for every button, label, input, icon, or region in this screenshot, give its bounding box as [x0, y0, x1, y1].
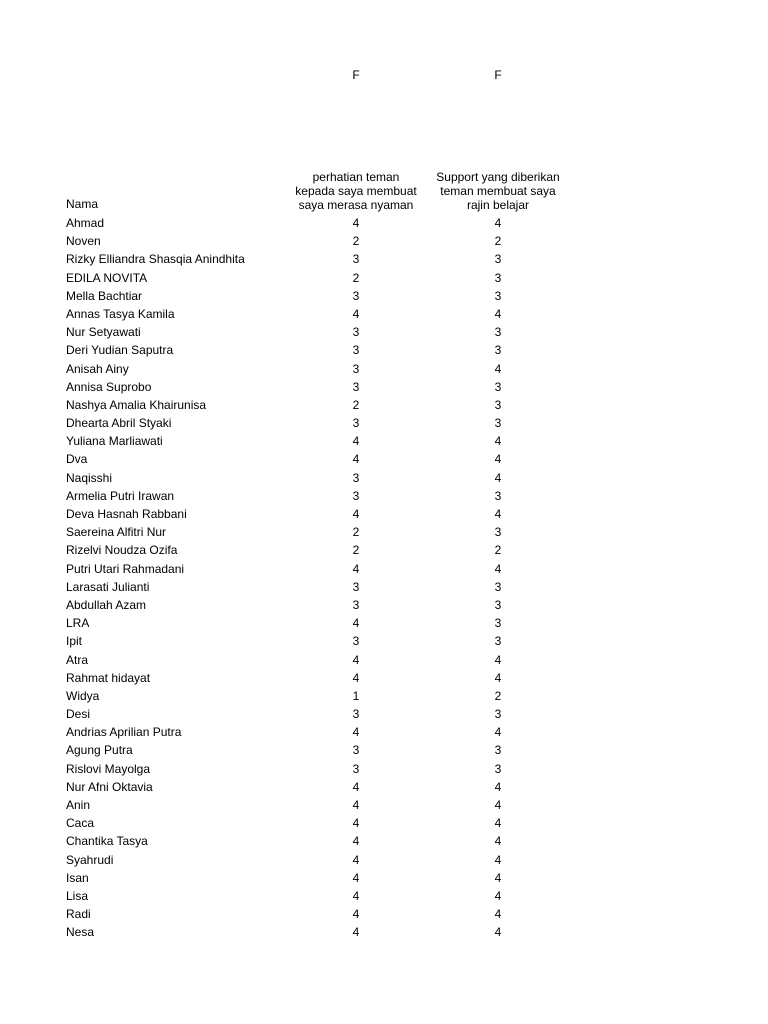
- table-row: [0, 578, 768, 596]
- table-row: [0, 887, 768, 905]
- row-value-a: 3: [352, 761, 360, 776]
- row-value-a: 4: [352, 834, 360, 849]
- table-row: [0, 614, 768, 632]
- row-value-b: 4: [494, 870, 502, 885]
- row-value-a: 4: [352, 652, 360, 667]
- row-value-a: 4: [352, 452, 360, 467]
- column-a-top-label: F: [352, 68, 360, 82]
- table-row: [0, 923, 768, 941]
- column-b-top-label: F: [494, 68, 502, 82]
- table-row: [0, 669, 768, 687]
- table-row: [0, 487, 768, 505]
- row-value-b: 4: [494, 925, 502, 940]
- table-row: [0, 851, 768, 869]
- row-name: Ahmad: [66, 216, 105, 230]
- row-value-b: 4: [494, 834, 502, 849]
- row-value-b: 2: [494, 688, 502, 703]
- row-value-b: 3: [494, 743, 502, 758]
- row-value-a: 3: [352, 325, 360, 340]
- table-row: [0, 905, 768, 923]
- column-b-header-line: teman membuat saya: [440, 184, 556, 198]
- row-value-b: 3: [494, 616, 502, 631]
- table-row: [0, 450, 768, 468]
- table-row: [0, 323, 768, 341]
- column-a-header-line: perhatian teman: [312, 170, 400, 184]
- column-a-header-line: saya merasa nyaman: [298, 198, 414, 212]
- row-name: Rizelvi Noudza Ozifa: [66, 543, 178, 558]
- row-name: Anisah Ainy: [66, 361, 129, 376]
- row-value-b: 3: [494, 634, 502, 649]
- table-row: [0, 869, 768, 887]
- row-value-a: 3: [352, 416, 360, 431]
- row-name: Abdullah Azam: [66, 597, 147, 612]
- table-row: [0, 832, 768, 850]
- row-value-a: 3: [352, 252, 360, 267]
- row-value-a: 4: [352, 670, 360, 685]
- row-value-b: 3: [494, 252, 502, 267]
- row-value-a: 3: [352, 379, 360, 394]
- row-value-b: 4: [494, 216, 502, 230]
- row-value-b: 2: [494, 234, 502, 249]
- row-value-a: 3: [352, 579, 360, 594]
- row-name: Dva: [66, 452, 88, 467]
- row-value-b: 3: [494, 707, 502, 722]
- table-row: [0, 560, 768, 578]
- row-name: EDILA NOVITA: [66, 270, 148, 285]
- row-value-a: 3: [352, 707, 360, 722]
- row-name: Isan: [66, 870, 89, 885]
- row-value-b: 3: [494, 416, 502, 431]
- table-row: [0, 378, 768, 396]
- row-value-a: 4: [352, 870, 360, 885]
- row-value-b: 4: [494, 670, 502, 685]
- row-name: Rahmat hidayat: [66, 670, 151, 685]
- row-value-b: 4: [494, 852, 502, 867]
- row-name: Noven: [66, 234, 101, 249]
- row-name: Annas Tasya Kamila: [66, 306, 175, 321]
- row-value-b: 3: [494, 525, 502, 540]
- row-value-a: 4: [352, 852, 360, 867]
- table-row: [0, 469, 768, 487]
- row-value-a: 2: [352, 234, 360, 249]
- table-row: [0, 723, 768, 741]
- table-row: [0, 414, 768, 432]
- row-name: Caca: [66, 816, 95, 831]
- row-value-a: 4: [352, 306, 360, 321]
- row-value-a: 4: [352, 779, 360, 794]
- row-value-a: 4: [352, 216, 360, 230]
- table-row: [0, 505, 768, 523]
- row-value-b: 4: [494, 361, 502, 376]
- row-name: LRA: [66, 616, 90, 631]
- row-value-a: 2: [352, 525, 360, 540]
- row-name: Nesa: [66, 925, 95, 940]
- name-column-header: Nama: [66, 197, 99, 211]
- row-value-a: 4: [352, 616, 360, 631]
- table-row: [0, 269, 768, 287]
- row-value-a: 4: [352, 816, 360, 831]
- row-value-b: 4: [494, 888, 502, 903]
- table-row: [0, 541, 768, 559]
- table-row: [0, 814, 768, 832]
- row-value-a: 3: [352, 743, 360, 758]
- table-row: [0, 760, 768, 778]
- row-name: Ipit: [66, 634, 83, 649]
- row-value-b: 3: [494, 270, 502, 285]
- row-name: Desi: [66, 707, 91, 722]
- row-name: Yuliana Marliawati: [66, 434, 163, 449]
- table-row: [0, 305, 768, 323]
- row-value-b: 3: [494, 325, 502, 340]
- row-value-b: 4: [494, 779, 502, 794]
- table-row: [0, 432, 768, 450]
- table-row: [0, 360, 768, 378]
- column-b-header: [418, 170, 578, 212]
- row-value-a: 2: [352, 270, 360, 285]
- row-value-a: 4: [352, 798, 360, 812]
- column-a-header-line: kepada saya membuat: [295, 184, 417, 198]
- row-value-a: 3: [352, 597, 360, 612]
- row-value-a: 4: [352, 434, 360, 449]
- row-name: Anin: [66, 798, 91, 812]
- row-name: Rizky Elliandra Shasqia Anindhita: [66, 252, 245, 267]
- table-row: [0, 287, 768, 305]
- row-value-a: 4: [352, 888, 360, 903]
- row-value-a: 2: [352, 543, 360, 558]
- table-row: [0, 687, 768, 705]
- table-row: [0, 232, 768, 250]
- row-value-b: 4: [494, 470, 502, 485]
- table-row: [0, 778, 768, 796]
- table-row: [0, 523, 768, 541]
- row-name: Widya: [66, 688, 100, 703]
- row-name: Radi: [66, 907, 91, 922]
- row-name: Deva Hasnah Rabbani: [66, 507, 187, 521]
- table-row: [0, 250, 768, 268]
- table-row: [0, 214, 768, 232]
- row-value-a: 4: [352, 507, 360, 521]
- data-table: [0, 214, 768, 942]
- table-row: [0, 396, 768, 414]
- row-name: Deri Yudian Saputra: [66, 343, 174, 358]
- row-value-b: 3: [494, 761, 502, 776]
- row-value-b: 4: [494, 816, 502, 831]
- column-a-header: [276, 170, 436, 212]
- row-name: Nur Afni Oktavia: [66, 779, 153, 794]
- table-row: [0, 341, 768, 359]
- row-value-b: 4: [494, 907, 502, 922]
- row-name: Annisa Suprobo: [66, 379, 152, 394]
- table-row: [0, 651, 768, 669]
- row-name: Agung Putra: [66, 743, 133, 758]
- row-name: Mella Bachtiar: [66, 288, 143, 303]
- row-name: Atra: [66, 652, 89, 667]
- row-value-b: 4: [494, 507, 502, 521]
- row-value-a: 3: [352, 470, 360, 485]
- row-name: Larasati Julianti: [66, 579, 150, 594]
- row-value-b: 4: [494, 652, 502, 667]
- row-name: Armelia Putri Irawan: [66, 488, 175, 503]
- row-value-b: 4: [494, 306, 502, 321]
- row-value-b: 4: [494, 725, 502, 740]
- row-value-a: 3: [352, 361, 360, 376]
- row-value-b: 4: [494, 561, 502, 576]
- row-value-b: 3: [494, 397, 502, 412]
- row-name: Andrias Aprilian Putra: [66, 725, 182, 740]
- row-name: Lisa: [66, 888, 89, 903]
- row-value-a: 3: [352, 488, 360, 503]
- row-value-a: 4: [352, 925, 360, 940]
- row-value-a: 4: [352, 907, 360, 922]
- table-row: [0, 632, 768, 650]
- row-value-b: 4: [494, 798, 502, 812]
- row-name: Rislovi Mayolga: [66, 761, 151, 776]
- row-value-a: 4: [352, 561, 360, 576]
- row-value-b: 3: [494, 597, 502, 612]
- row-value-b: 3: [494, 379, 502, 394]
- table-row: [0, 705, 768, 723]
- row-value-a: 3: [352, 288, 360, 303]
- row-name: Nashya Amalia Khairunisa: [66, 397, 207, 412]
- row-name: Syahrudi: [66, 852, 114, 867]
- row-value-a: 3: [352, 634, 360, 649]
- row-value-a: 3: [352, 343, 360, 358]
- column-b-header-line: rajin belajar: [466, 198, 530, 212]
- row-name: Nur Setyawati: [66, 325, 141, 340]
- table-row: [0, 796, 768, 814]
- row-value-b: 4: [494, 452, 502, 467]
- row-name: Putri Utari Rahmadani: [66, 561, 185, 576]
- row-value-b: 3: [494, 488, 502, 503]
- table-row: [0, 596, 768, 614]
- row-name: Chantika Tasya: [66, 834, 148, 849]
- row-name: Naqisshi: [66, 470, 113, 485]
- row-name: Dhearta Abril Styaki: [66, 416, 172, 431]
- row-value-a: 4: [352, 725, 360, 740]
- row-value-b: 3: [494, 288, 502, 303]
- row-value-b: 3: [494, 343, 502, 358]
- row-value-b: 2: [494, 543, 502, 558]
- row-value-b: 3: [494, 579, 502, 594]
- column-b-header-line: Support yang diberikan: [436, 170, 560, 184]
- row-name: Saereina Alfitri Nur: [66, 525, 167, 540]
- row-value-a: 2: [352, 397, 360, 412]
- table-row: [0, 741, 768, 759]
- row-value-b: 4: [494, 434, 502, 449]
- row-value-a: 1: [352, 688, 360, 703]
